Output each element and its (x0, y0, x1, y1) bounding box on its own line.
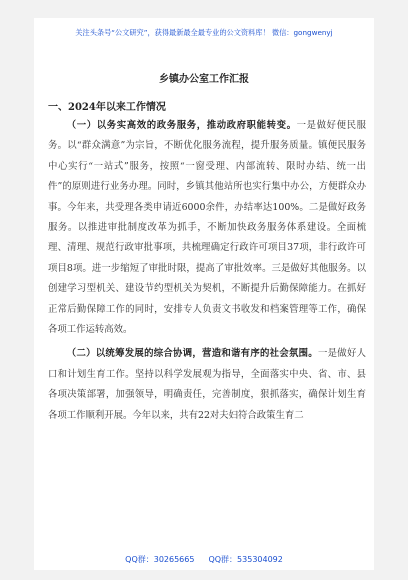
subheading-2: （二）以统筹发展的综合协调，营造和谐有序的社会氛围。 (66, 348, 318, 360)
footer-qq (34, 554, 374, 565)
paragraph-1-text: 一是做好便民服务。以“群众满意”为宗旨，不断优化服务流程，提升服务质量。镇便民服务中心实行“一站式”服务，按照“一窗受理、内部流转、限时办结、统一出件”的原则进行业务办理。同时，乡镇其他站所也实行集中办公，方便群众办事。今年来，共受理各类申请近6000余件，办结率达100%。二是做好政务服务。以推进审批制度改革为抓手，不断加快政务服务体系建设。全面梳理、清理、规范行政审批事项，共梳理确定行政许可项目37项，非行政许可项目8项。进一步缩短了审批时限，提高了审批效率。三是做好其他服务。以创建学习型机关、建设节约型机关为契机，不断提升后勤保障能力。在抓好正常后勤保障工作的同时，安排专人负责文书收发和档案管理等工作，确保各项工作运转高效。 (48, 120, 366, 336)
document-title: 乡镇办公室工作汇报 (159, 74, 249, 85)
footer-qq-2: QQ群：535304092 (208, 555, 283, 564)
paragraph-2 (48, 344, 366, 426)
header-banner: 关注头条号“公文研究”，获得最新最全最专业的公文资料库！ 微信：gongwenyj (75, 28, 333, 37)
subheading-1: （一）以务实高效的政务服务，推动政府职能转变。 (66, 120, 297, 131)
paragraph-1 (48, 116, 366, 340)
paragraph-2-text: 一是做好人口和计划生育工作。坚持以科学发展观为指导，全面落实中央、省、市、县各项决策部署，加强领导，明确责任，完善制度，狠抓落实，确保计划生育各项工作顺利开展。今年以来，共有22对夫妇符合政策生育二 (48, 348, 366, 421)
document-page (34, 18, 374, 570)
section-heading: 一、2024年以来工作情况 (48, 102, 166, 113)
footer-qq-1: QQ群：30265665 (125, 555, 195, 564)
document-body (48, 116, 366, 426)
